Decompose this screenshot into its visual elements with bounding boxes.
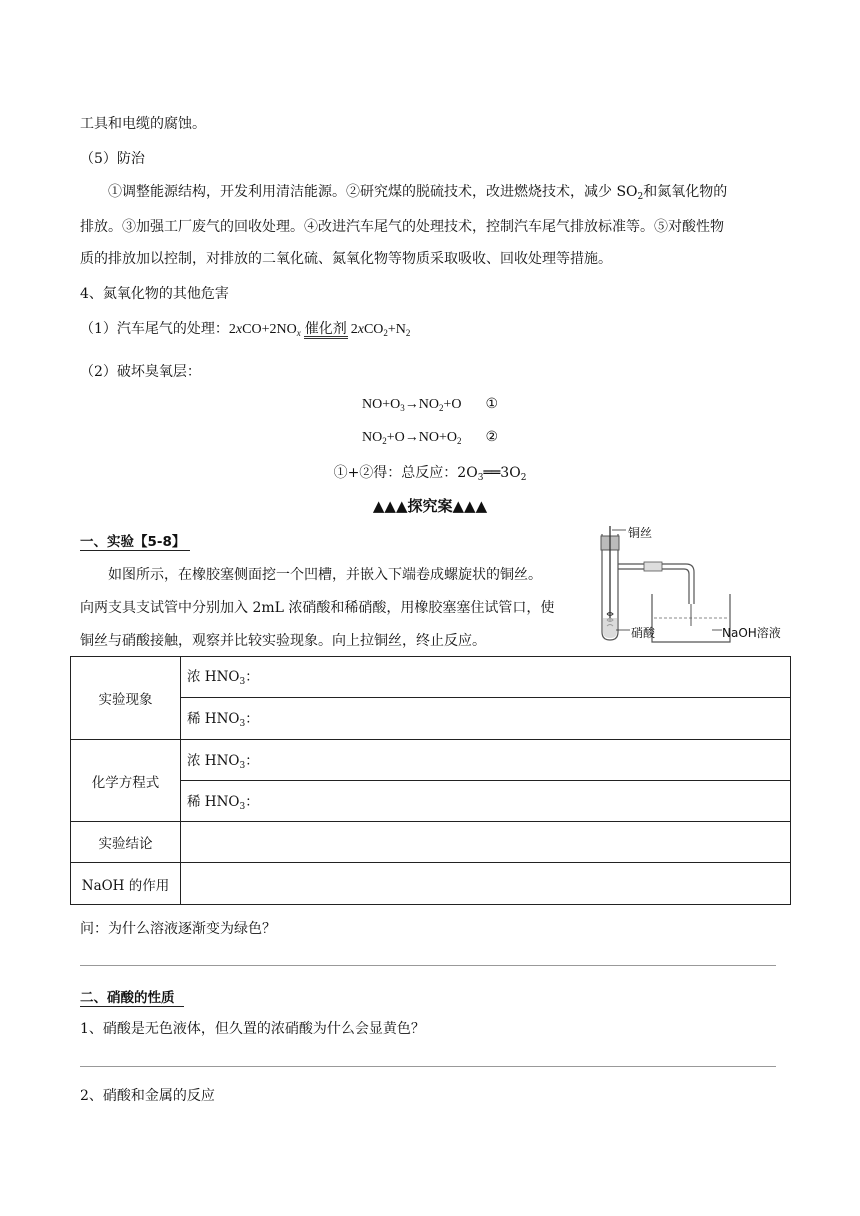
answer-line[interactable] (80, 1066, 776, 1067)
cell-equation-conc[interactable]: 浓 $HNO_3$： (181, 740, 791, 781)
question-green-solution: 问：为什么溶液逐渐变为绿色？ (80, 921, 276, 937)
equation-total: ①+②得：总反应：$2O_3══3O_2$ (333, 465, 527, 483)
ozone-heading: （2）破坏臭氧层： (80, 364, 201, 380)
heading-other-hazards: 4、氮氧化物的其他危害 (80, 286, 229, 302)
equation-2: $NO_2+O\to NO+O_2$ ② (361, 430, 499, 446)
paragraph-corrosion: 工具和电缆的腐蚀。 (80, 116, 206, 132)
label-conclusion: 实验结论 (71, 822, 181, 863)
prevention-line-1: ①调整能源结构，开发利用清洁能源。②研究煤的脱硫技术，改进燃烧技术，减少 $SO_2$和氮氧化物的 (108, 184, 728, 202)
table-row (71, 740, 791, 781)
experiment-table (70, 656, 791, 905)
prevention-line-2: 排放。③加强工厂废气的回收处理。④改进汽车尾气的处理技术，控制汽车尾气排放标准等。⑤对酸性物 (80, 219, 724, 235)
explore-section-title: ▲▲▲探究案▲▲▲ (372, 497, 488, 515)
table-row (71, 863, 791, 905)
label-equation: 化学方程式 (71, 740, 181, 822)
exhaust-treatment: （1）汽车尾气的处理：$2xCO+2NO_x$ 催化剂 $2xCO_2+N_2$ (80, 321, 411, 338)
label-naoh-role: NaOH 的作用 (71, 863, 181, 905)
catalyst-label: 催化剂 (304, 321, 347, 337)
table-row (71, 822, 791, 863)
equation-1: $NO+O_3\to NO_2+O$ ① (361, 397, 499, 413)
question-yellow-acid: 1、硝酸是无色液体，但久置的浓硝酸为什么会显黄色？ (80, 1021, 425, 1037)
prevention-line-3: 质的排放加以控制，对排放的二氧化硫、氮氧化物等物质采取吸收、回收处理等措施。 (80, 251, 612, 267)
answer-line[interactable] (80, 965, 776, 966)
cell-phenomena-dilute[interactable]: 稀 $HNO_3$： (181, 698, 791, 740)
experiment-text-2: 向两支具支试管中分别加入 2mL 浓硝酸和稀硝酸，用橡胶塞塞住试管口，使 (80, 600, 555, 616)
label-phenomena: 实验现象 (71, 657, 181, 740)
experiment-text-1: 如图所示，在橡胶塞侧面挖一个凹槽，并嵌入下端卷成螺旋状的铜丝。 (108, 567, 542, 583)
cell-equation-dilute[interactable]: 稀 $HNO_3$： (181, 781, 791, 822)
exhaust-equation-rhs: $2xCO_2+N_2$ (350, 322, 411, 338)
subheading-prevention: （5）防治 (80, 151, 145, 167)
cell-phenomena-conc[interactable]: 浓 $HNO_3$： (181, 657, 791, 698)
experiment-text-3: 铜丝与硝酸接触，观察并比较实验现象。向上拉铜丝，终止反应。 (80, 633, 486, 649)
label-nitric-acid: 硝酸 (631, 626, 656, 640)
label-copper-wire: 铜丝 (628, 526, 653, 540)
heading-acid-metal-reaction: 2、硝酸和金属的反应 (80, 1088, 215, 1104)
cell-naoh-role[interactable] (181, 863, 791, 905)
label-naoh-solution: NaOH溶液 (722, 626, 781, 640)
section-heading-properties: 二、硝酸的性质 (80, 984, 184, 1007)
table-row (71, 657, 791, 698)
section-heading-experiment: 一、实验【5-8】 (80, 528, 190, 551)
cell-conclusion[interactable] (181, 822, 791, 863)
exhaust-equation-lhs: $2xCO+2NO_x$ (228, 322, 301, 338)
